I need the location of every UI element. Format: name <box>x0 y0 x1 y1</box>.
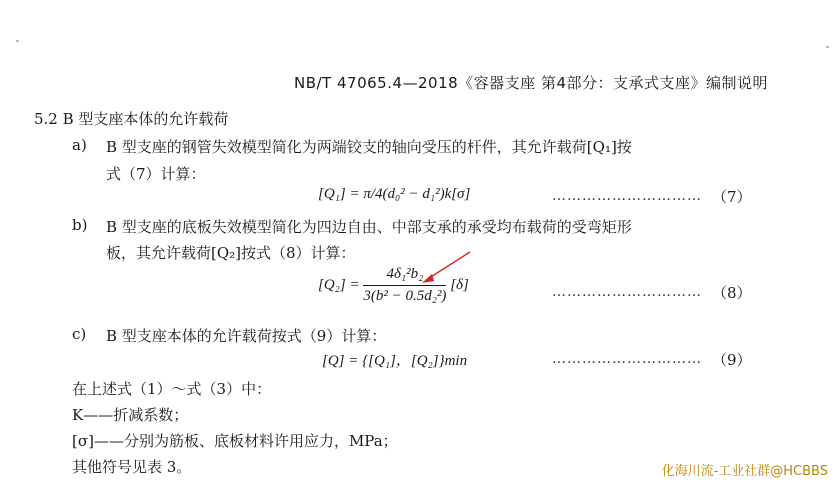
item-c-label: c) <box>72 325 87 343</box>
red-arrow-annotation <box>418 250 478 290</box>
scan-speck <box>16 40 19 42</box>
equation-number-8: （8） <box>712 284 752 302</box>
note-other-symbols: 其他符号见表 3。 <box>72 458 192 476</box>
arrow-head <box>422 274 434 283</box>
watermark: 化海川流-工业社群@HCBBS <box>661 464 828 479</box>
formula-9: [Q] = {[Q₁]，[Q₂]}min <box>322 353 468 369</box>
item-b-line2: 板，其允许载荷[Q₂]按式（8）计算： <box>106 244 356 262</box>
formula-8-lhs: [Q₂] = <box>318 276 360 293</box>
item-b-line1: B 型支座的底板失效模型简化为四边自由、中部支承的承受均布载荷的受弯矩形 <box>106 218 632 236</box>
section-title: 5.2 B 型支座本体的允许载荷 <box>34 110 229 128</box>
note-sigma-definition: [σ]——分别为筋板、底板材料许用应力，MPa； <box>72 432 398 450</box>
formula-7: [Q₁] = π/4(d₀² − d₁²)k[σ] <box>318 186 471 202</box>
leader-dots-7: ………………………… <box>552 188 702 204</box>
formula-8-rhs: [δ] <box>450 276 469 293</box>
arrow-shaft <box>426 252 470 280</box>
notes-intro: 在上述式（1）～式（3）中： <box>72 380 272 398</box>
item-a-line1: B 型支座的钢管失效模型简化为两端铰支的轴向受压的杆件，其允许载荷[Q₁]按 <box>106 138 632 156</box>
item-a-label: a) <box>72 136 87 154</box>
leader-dots-9: ………………………… <box>552 351 702 367</box>
formula-8-numerator: 4δ₁²b₂ <box>363 266 446 286</box>
scan-speck <box>826 46 829 48</box>
equation-number-9: （9） <box>712 351 752 369</box>
formula-8-denominator: 3(b² − 0.5d₂²) <box>363 288 447 304</box>
document-header: NB/T 47065.4—2018《容器支座 第4部分：支承式支座》编制说明 <box>293 74 768 92</box>
equation-number-7: （7） <box>712 188 752 206</box>
item-c-line1: B 型支座本体的允许载荷按式（9）计算： <box>106 327 387 345</box>
leader-dots-8: ………………………… <box>552 284 702 300</box>
item-a-line2: 式（7）计算： <box>106 165 206 183</box>
item-b-label: b) <box>72 216 88 234</box>
note-k-definition: K——折减系数； <box>72 406 189 424</box>
